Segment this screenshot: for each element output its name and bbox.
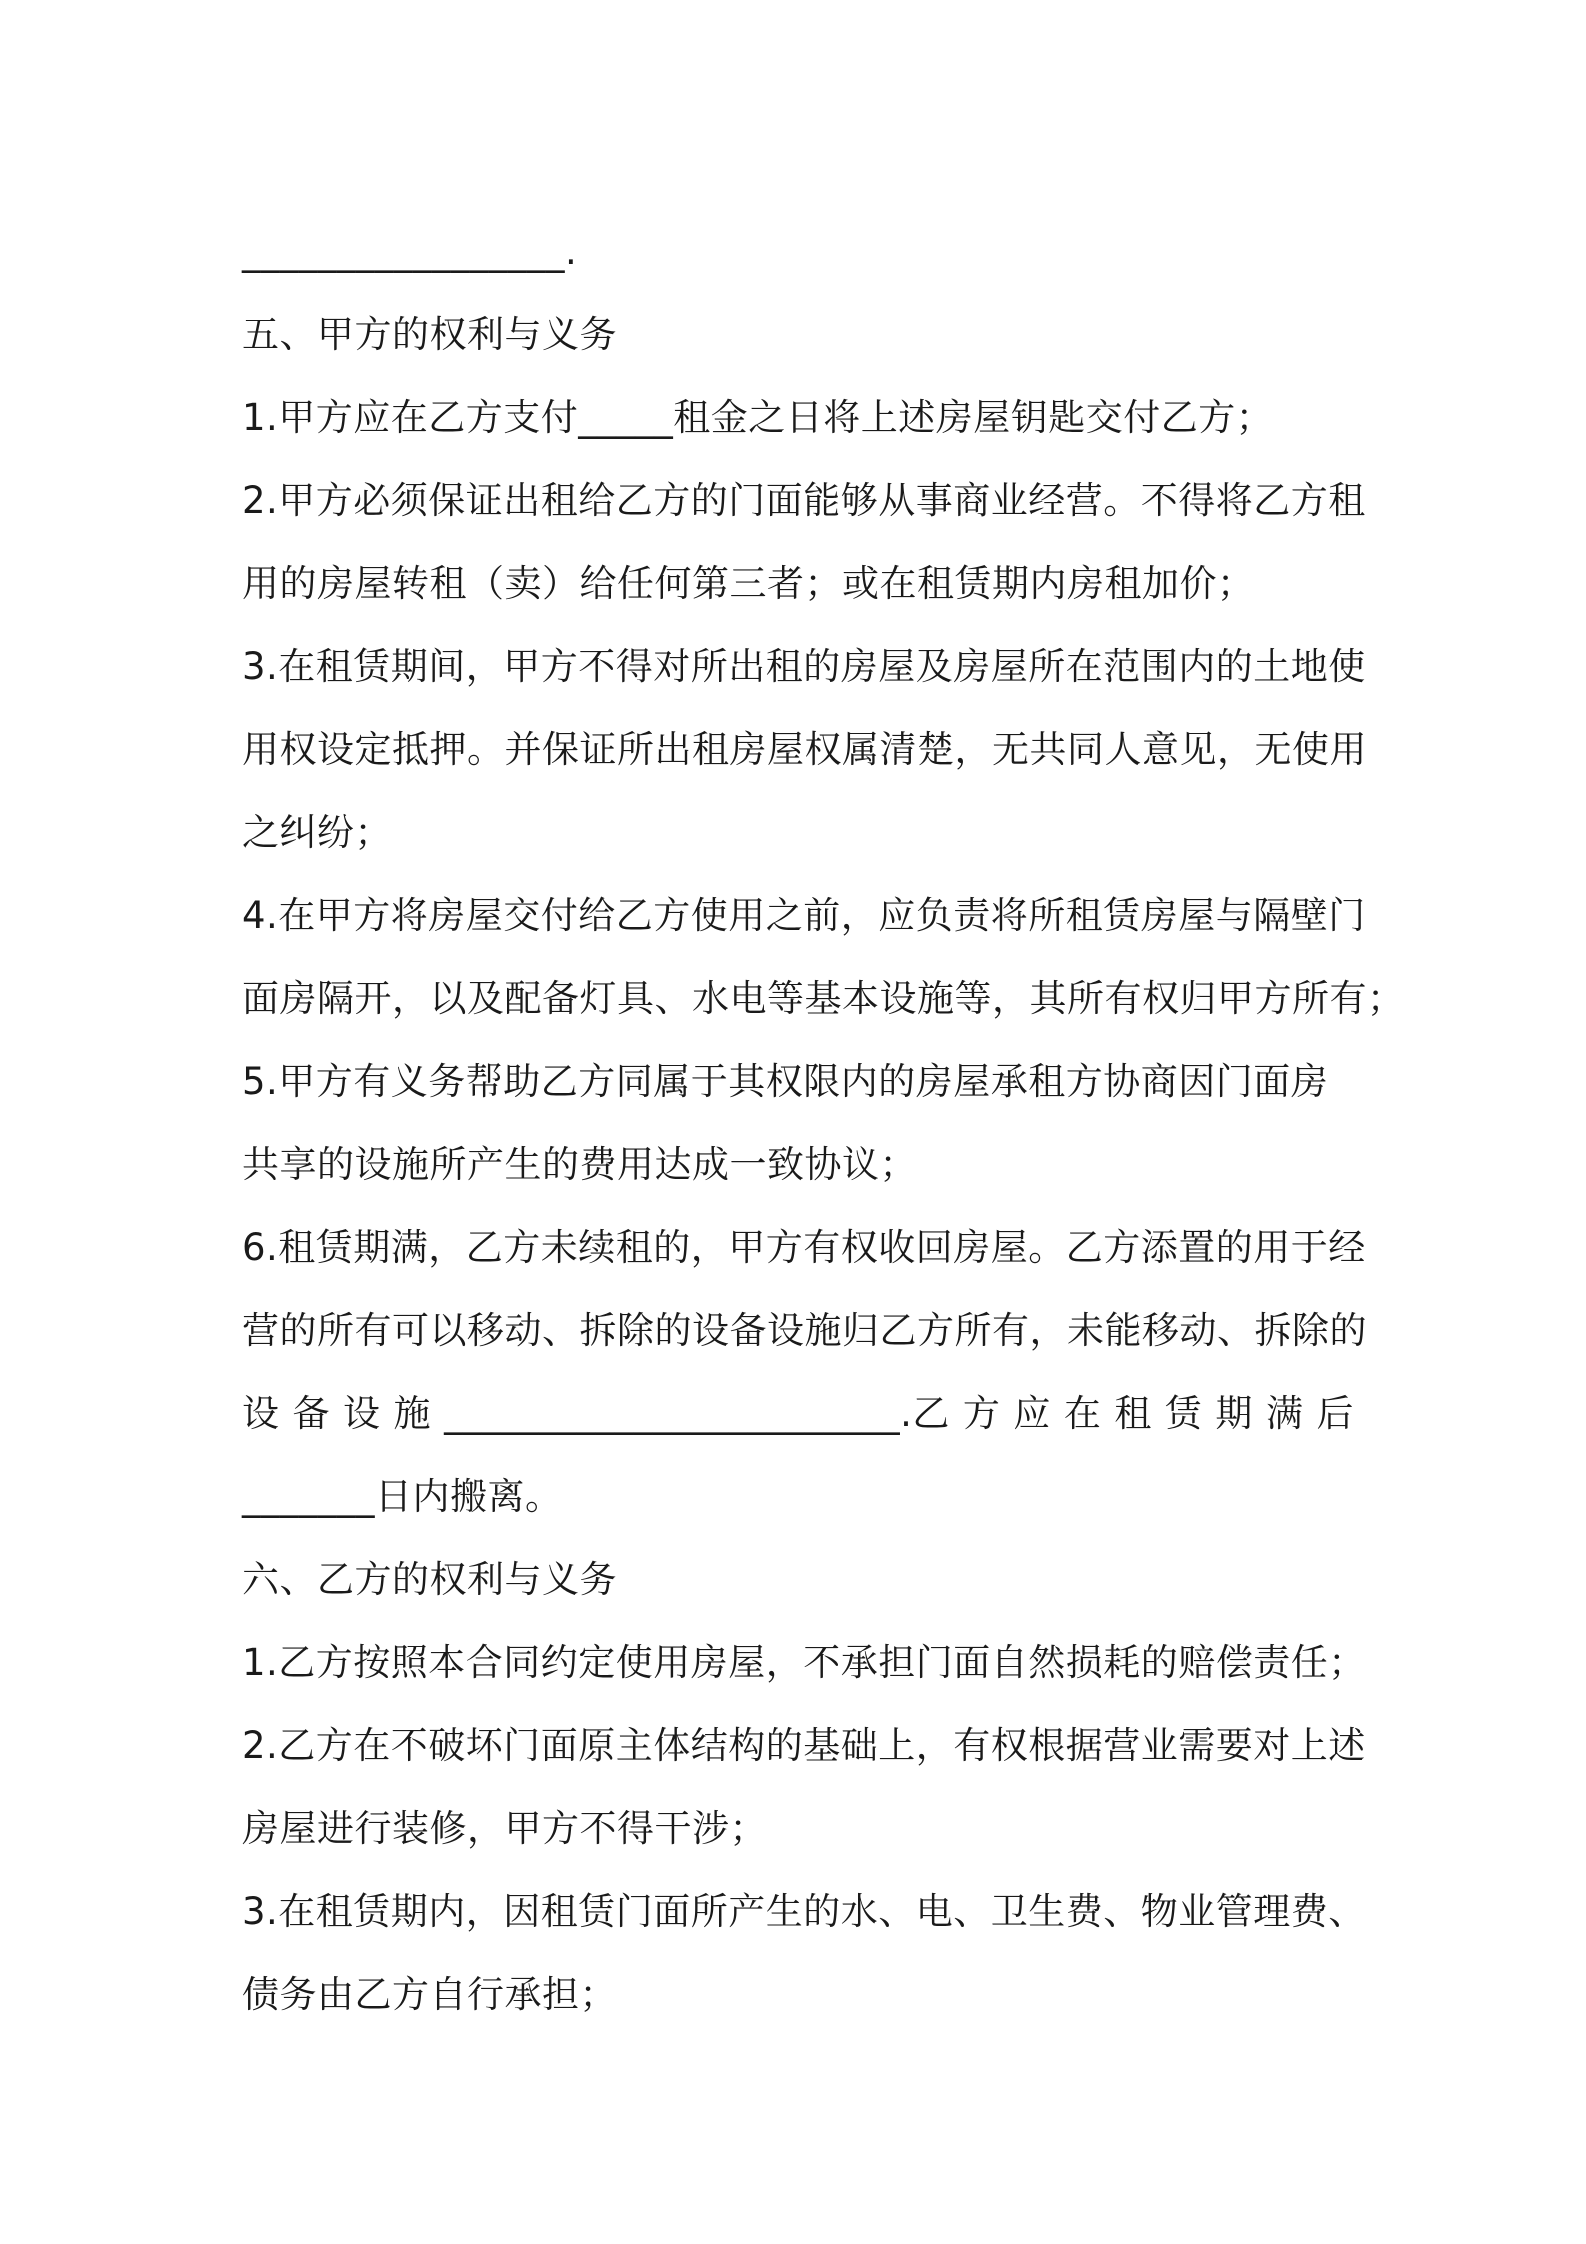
clause-5-6-line-2: 营的所有可以移动、拆除的设备设施归乙方所有，未能移动、拆除的 (242, 1309, 1367, 1352)
document-body (242, 210, 1405, 2036)
section-heading-5: 五、甲方的权利与义务 (242, 313, 617, 356)
word: 满 (1265, 1392, 1304, 1435)
word: 设 (343, 1392, 381, 1435)
word: 期 (1215, 1392, 1253, 1435)
section-heading-6: 六、乙方的权利与义务 (242, 1558, 617, 1601)
clause-5-5-line-2: 共享的设施所产生的费用达成一致协议； (242, 1143, 917, 1186)
clause-6-3-line-1: 3.在租赁期内，因租赁门面所产生的水、电、卫生费、物业管理费、 (242, 1890, 1366, 1933)
blank-line: _________________. (242, 230, 578, 273)
clause-5-2-line-2: 用的房屋转租（卖）给任何第三者；或在租赁期内房租加价； (242, 562, 1255, 605)
clause-5-4-line-1: 4.在甲方将房屋交付给乙方使用之前，应负责将所租赁房屋与隔壁门 (242, 894, 1366, 937)
word: 方 (962, 1392, 1001, 1435)
clause-5-5-line-1: 5.甲方有义务帮助乙方同属于其权限内的房屋承租方协商因门面房 (242, 1060, 1329, 1103)
word: 在 (1063, 1392, 1102, 1435)
clause-5-4-line-2: 面房隔开，以及配备灯具、水电等基本设施等，其所有权归甲方所有； (242, 977, 1405, 1020)
clause-5-3-line-1: 3.在租赁期间，甲方不得对所出租的房屋及房屋所在范围内的土地使 (242, 645, 1366, 688)
clause-6-3-line-2: 债务由乙方自行承担； (242, 1973, 617, 2016)
word: 应 (1013, 1392, 1051, 1435)
word: 租 (1114, 1392, 1152, 1435)
blank-field: ________________________.乙 (444, 1392, 950, 1435)
clause-5-6-line-4: _______日内搬离。 (242, 1475, 563, 1518)
clause-5-2-line-1: 2.甲方必须保证出租给乙方的门面能够从事商业经营。不得将乙方租 (242, 479, 1366, 522)
word: 备 (292, 1392, 331, 1435)
word: 设 (242, 1392, 280, 1435)
clause-5-3-line-3: 之纠纷； (242, 811, 392, 854)
word: 后 (1316, 1392, 1354, 1435)
clause-6-2-line-2: 房屋进行装修，甲方不得干涉； (242, 1807, 767, 1850)
clause-5-6-line-3 (242, 1372, 1354, 1455)
clause-5-1: 1.甲方应在乙方支付_____租金之日将上述房屋钥匙交付乙方； (242, 396, 1274, 439)
word: 赁 (1164, 1392, 1203, 1435)
clause-6-2-line-1: 2.乙方在不破坏门面原主体结构的基础上，有权根据营业需要对上述 (242, 1724, 1366, 1767)
word: 施 (393, 1392, 432, 1435)
clause-5-6-line-1: 6.租赁期满，乙方未续租的，甲方有权收回房屋。乙方添置的用于经 (242, 1226, 1366, 1269)
clause-6-1: 1.乙方按照本合同约定使用房屋，不承担门面自然损耗的赔偿责任； (242, 1641, 1366, 1684)
clause-5-3-line-2: 用权设定抵押。并保证所出租房屋权属清楚，无共同人意见，无使用 (242, 728, 1367, 771)
